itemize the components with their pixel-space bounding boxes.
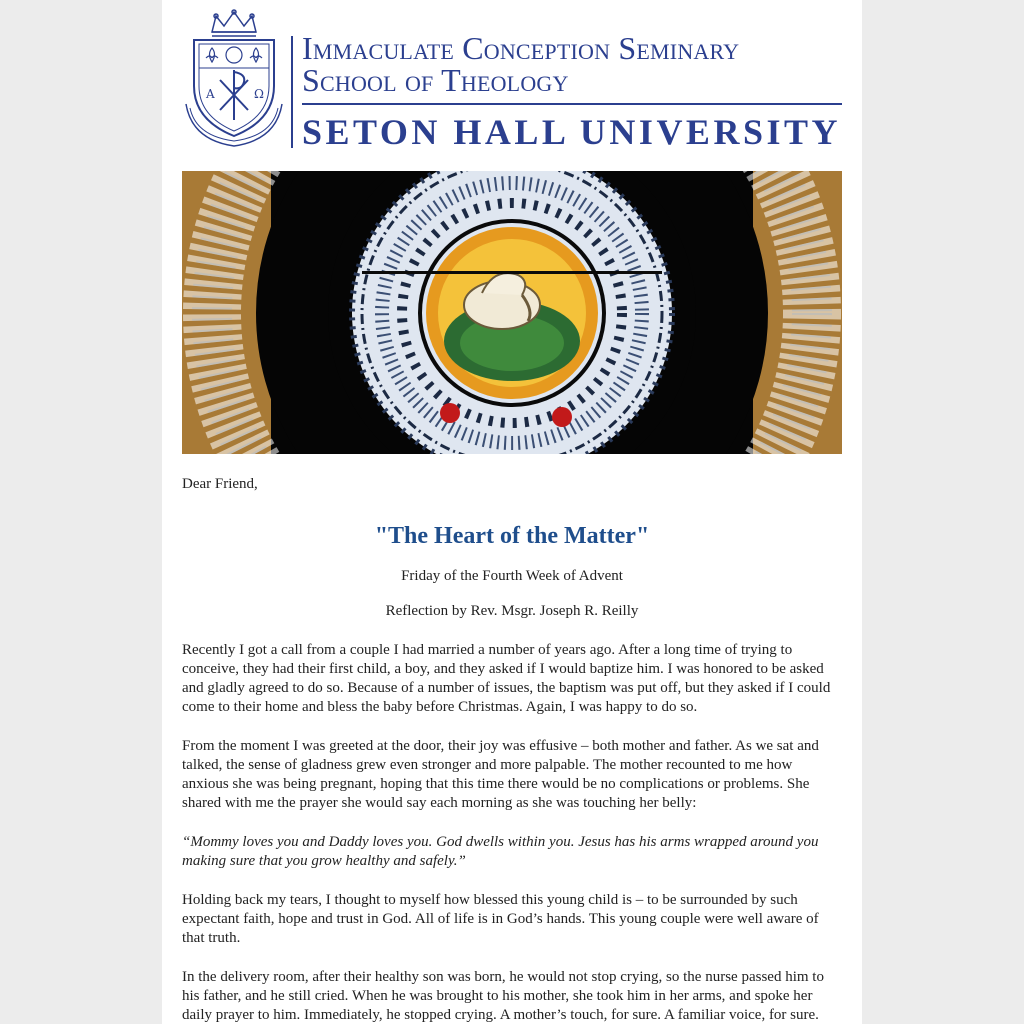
paragraph: In the delivery room, after their healthy son was born, he would not stop crying, so the nurse passed him to his father, and he still cried. When he was brought to his mother, she took him in her arms, and spoke her daily prayer to him. Immediately, he stopped crying. A mother’s touch, for sure. A familiar voice, for sure.: [182, 969, 824, 1023]
banner-image: [182, 171, 842, 454]
header: [182, 8, 842, 150]
paragraph: From the moment I was greeted at the door, their joy was effusive – both mother and father. As we sat and talked, the sense of gladness grew even stronger and more palpable. The mother recounted to me how anxious she was being pregnant, hoping that this time there would be no complications or problems. She shared with me the prayer she would say each morning as she was touching her belly:: [182, 738, 819, 811]
svg-text:A: A: [206, 87, 215, 101]
header-divider-vertical: [291, 36, 293, 148]
header-line-seminary: Immaculate Conception Seminary: [302, 30, 740, 66]
paragraph: Holding back my tears, I thought to myself how blessed this young child is – to be surrounded by such expectant faith, hope and trust in God. All of life is in God’s hands. This young couple were well aware of that truth.: [182, 892, 819, 946]
header-divider-horizontal: [302, 103, 842, 105]
svg-text:Ω: Ω: [254, 87, 264, 101]
email-page: [162, 0, 862, 1024]
stained-glass-window-image: [182, 171, 842, 454]
header-line-school: School of Theology: [302, 62, 569, 98]
header-line-university: SETON HALL UNIVERSITY: [302, 112, 841, 152]
header-wordmark: [302, 32, 842, 96]
author-byline: Reflection by Rev. Msgr. Joseph R. Reilly: [385, 603, 639, 619]
seminary-seal-logo: [182, 8, 286, 150]
prayer-quote: “Mommy loves you and Daddy loves you. God dwells within you. Jesus has his arms wrapped around you making sure that you grow healthy and safely.”: [182, 834, 819, 869]
greeting: Dear Friend,: [182, 476, 258, 492]
letter-body: [182, 470, 842, 1024]
reflection-title: "The Heart of the Matter": [374, 523, 650, 549]
paragraph: Recently I got a call from a couple I had married a number of years ago. After a long time of trying to conceive, they had their first child, a boy, and they asked if I would baptize him. I was honored to be asked and gladly agreed to do so. Because of a number of issues, the baptism was put off, but they asked if I could come to their home and bless the baby before Christmas. Again, I was happy to do so.: [182, 642, 831, 715]
liturgical-day: Friday of the Fourth Week of Advent: [401, 568, 623, 584]
